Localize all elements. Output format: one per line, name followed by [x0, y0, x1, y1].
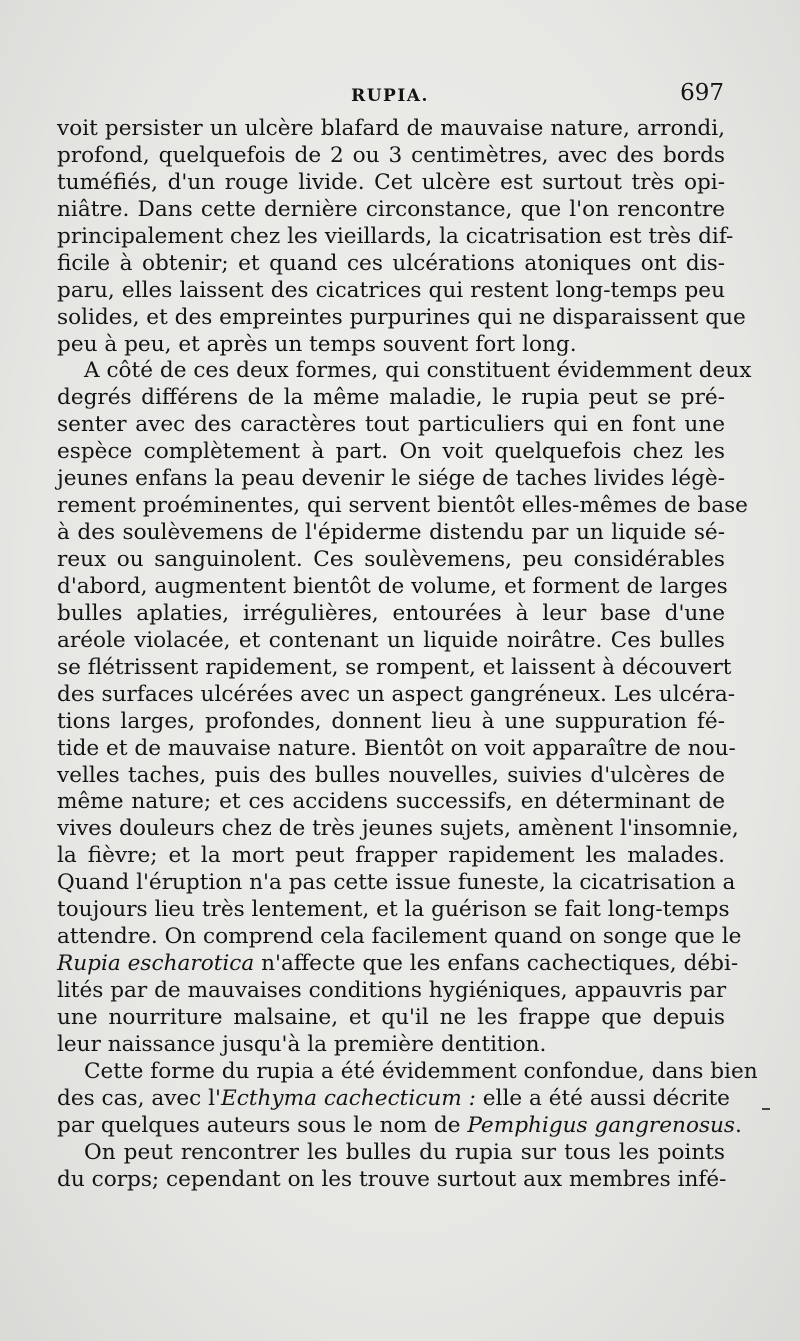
- text-line: [57, 601, 725, 628]
- text-line: [57, 412, 725, 439]
- text-line: [57, 278, 725, 305]
- line-text: degrés différens de la même maladie, le rupia peut se pré-: [57, 385, 725, 411]
- text-line: [57, 628, 725, 655]
- running-head: [56, 80, 724, 110]
- line-text: tide et de mauvaise nature. Bientôt on voit apparaître de nou-: [57, 735, 736, 761]
- running-title: RUPIA.: [351, 86, 429, 106]
- line-text: tuméfiés, d'un rouge livide. Cet ulcère est surtout très opi-: [57, 169, 725, 195]
- line-text: .: [735, 1112, 742, 1138]
- line-text: On peut rencontrer les bulles du rupia sur tous les points: [84, 1139, 725, 1165]
- text-line: [57, 385, 725, 412]
- line-text: voit persister un ulcère blafard de mauvaise nature, arrondi,: [57, 116, 725, 141]
- text-line: [57, 251, 725, 278]
- text-line: [57, 520, 725, 547]
- text-line: [57, 1085, 730, 1113]
- line-text: aréole violacée, et contenant un liquide noirâtre. Ces bulles: [57, 627, 725, 653]
- text-line: [57, 1167, 725, 1194]
- text-line: [57, 870, 736, 897]
- text-line: [57, 493, 748, 520]
- text-line: [57, 358, 752, 385]
- line-text: à des soulèvemens de l'épiderme distendu par un liquide sé-: [57, 520, 725, 546]
- line-text: niâtre. Dans cette dernière circonstance, que l'on rencontre: [57, 196, 725, 222]
- text-line: [57, 1005, 725, 1032]
- line-text: d'abord, augmentent bientôt de volume, et forment de larges: [57, 573, 728, 599]
- italic-term: Rupia escharotica: [57, 951, 255, 977]
- text-line: [57, 816, 739, 843]
- line-text: la fièvre; et la mort peut frapper rapidement les malades.: [57, 843, 725, 869]
- text-line: [57, 573, 728, 601]
- line-text: par quelques auteurs sous le nom de: [57, 1112, 468, 1138]
- line-text: toujours lieu très lentement, et la guérison se fait long-temps: [57, 897, 730, 923]
- italic-term: Pemphigus gangrenosus: [467, 1112, 736, 1138]
- text-line: [57, 304, 746, 332]
- line-text: solides, et des empreintes purpurines qui ne disparaissent que: [57, 304, 746, 330]
- text-line: [57, 466, 725, 493]
- text-line: [57, 170, 725, 197]
- line-text: reux ou sanguinolent. Ces soulèvemens, peu considérables: [57, 547, 725, 572]
- line-text: tions larges, profondes, donnent lieu à une suppuration fé-: [57, 708, 725, 734]
- text-line: [57, 735, 736, 763]
- line-text: elle a été aussi décrite: [475, 1085, 730, 1111]
- line-text: même nature; et ces accidens successifs, en déterminant de: [57, 789, 725, 815]
- margin-mark: [762, 1108, 770, 1110]
- text-line: [57, 978, 725, 1005]
- line-text: ficile à obtenir; et quand ces ulcérations atoniques ont dis-: [57, 250, 725, 276]
- text-line: [57, 332, 725, 359]
- text-line: [57, 1032, 725, 1059]
- text-line: [57, 763, 725, 790]
- page-number: 697: [680, 80, 724, 106]
- line-text: Cette forme du rupia a été évidemment confondue, dans bien: [84, 1058, 758, 1084]
- line-text: des surfaces ulcérées avec un aspect gangréneux. Les ulcéra-: [57, 681, 736, 707]
- line-text: leur naissance jusqu'à la première dentition.: [57, 1031, 547, 1057]
- line-text: espèce complètement à part. On voit quelquefois chez les: [57, 439, 725, 465]
- line-text: lités par de mauvaises conditions hygiéniques, appauvris par: [57, 978, 727, 1003]
- text-line: [57, 654, 732, 682]
- line-text: profond, quelquefois de 2 ou 3 centimètres, avec des bords: [57, 142, 725, 168]
- text-line: [57, 547, 725, 574]
- line-text: jeunes enfans la peau devenir le siége de taches livides légè-: [57, 466, 725, 492]
- text-line: [57, 1140, 725, 1167]
- line-text: du corps; cependant on les trouve surtout aux membres infé-: [57, 1166, 727, 1192]
- text-line: [57, 197, 725, 224]
- line-text: une nourriture malsaine, et qu'il ne les frappe que depuis: [57, 1004, 725, 1030]
- text-line: [57, 789, 725, 816]
- line-text: paru, elles laissent des cicatrices qui restent long-temps peu: [57, 277, 725, 303]
- text-line: [57, 143, 725, 170]
- line-text: des cas, avec l': [57, 1085, 221, 1111]
- text-line: [57, 843, 725, 870]
- line-text: vives douleurs chez de très jeunes sujets, amènent l'insomnie,: [57, 816, 739, 842]
- line-text: se flétrissent rapidement, se rompent, et laissent à découvert: [57, 654, 732, 680]
- text-line: [57, 951, 739, 978]
- line-text: rement proéminentes, qui servent bientôt elles-mêmes de base: [57, 493, 748, 519]
- line-text: A côté de ces deux formes, qui constituent évidemment deux: [84, 358, 752, 384]
- text-line: [57, 1058, 758, 1086]
- text-line: [57, 924, 742, 951]
- line-text: attendre. On comprend cela facilement quand on songe que le: [57, 924, 742, 950]
- italic-term: Ecthyma cachecticum :: [220, 1085, 476, 1111]
- line-text: bulles aplaties, irrégulières, entourées à leur base d'une: [57, 600, 725, 626]
- line-text: peu à peu, et après un temps souvent fort long.: [57, 331, 577, 357]
- text-line: [57, 681, 736, 709]
- body-text: [57, 116, 758, 1194]
- text-line: [57, 1112, 742, 1140]
- text-line: [57, 116, 725, 143]
- text-line: [57, 439, 725, 466]
- text-line: [57, 709, 725, 736]
- text-line: [57, 897, 730, 924]
- text-line: [57, 223, 734, 251]
- line-text: senter avec des caractères tout particuliers qui en font une: [57, 412, 725, 438]
- line-text: velles taches, puis des bulles nouvelles, suivies d'ulcères de: [57, 762, 725, 788]
- line-text: Quand l'éruption n'a pas cette issue funeste, la cicatrisation a: [57, 870, 736, 896]
- line-text: principalement chez les vieillards, la cicatrisation est très dif-: [57, 223, 734, 249]
- line-text: n'affecte que les enfans cachectiques, débi-: [254, 951, 739, 977]
